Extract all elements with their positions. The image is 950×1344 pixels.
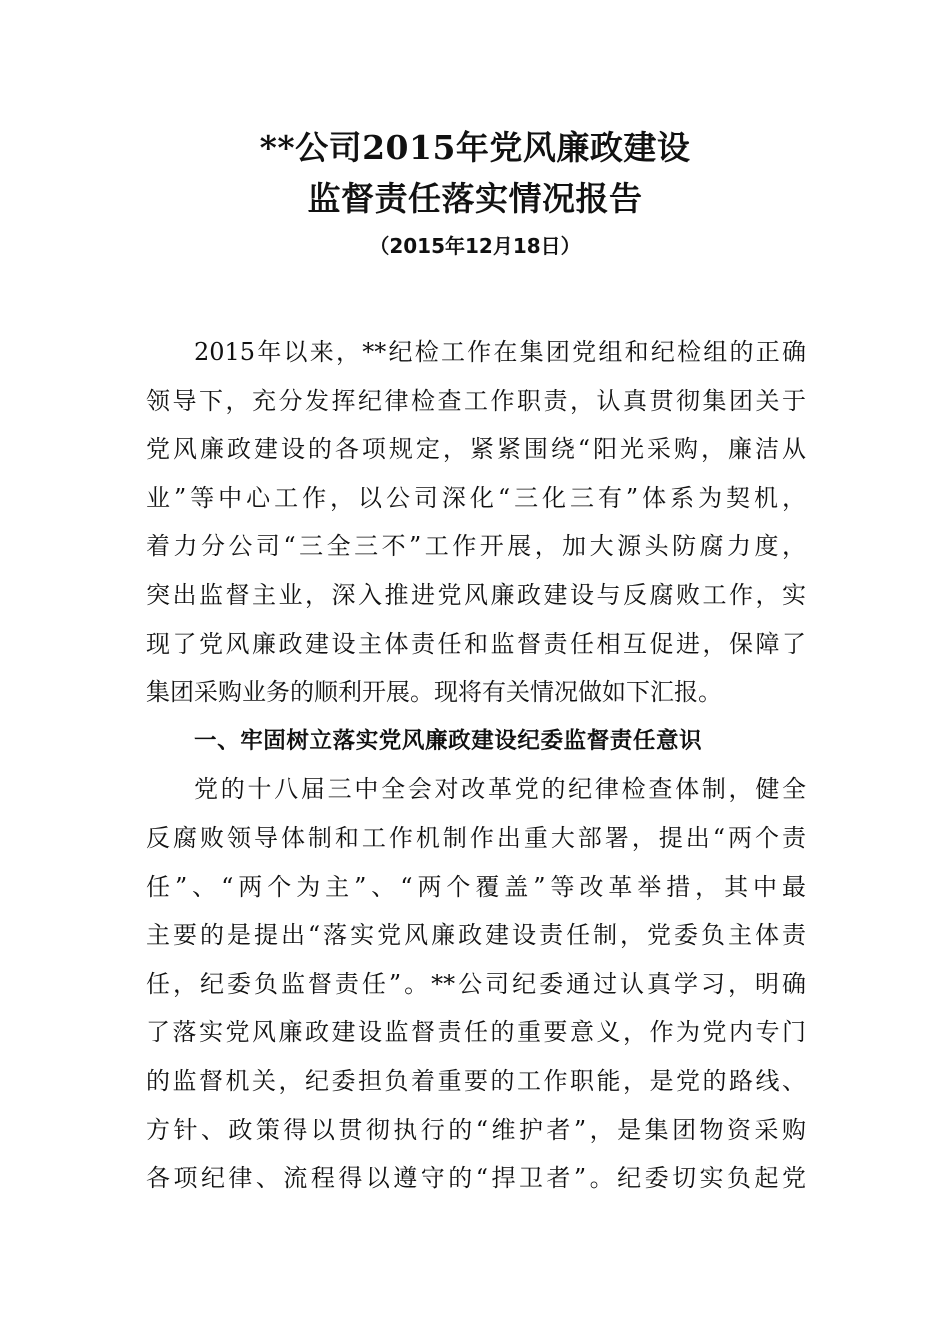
paragraph-1-line: 突出监督主业，深入推进党风廉政建设与反腐败工作，实: [146, 580, 806, 609]
paragraph-2-line: 任”、“两个为主”、“两个覆盖”等改革举措，其中最: [146, 872, 806, 901]
paragraph-1-line: 2015年以来，**纪检工作在集团党组和纪检组的正确: [194, 338, 806, 366]
paragraph-2-line: 党的十八届三中全会对改革党的纪律检查体制，健全: [194, 775, 806, 804]
paragraph-2-line: 了落实党风廉政建设监督责任的重要意义，作为党内专门: [146, 1018, 806, 1047]
paragraph-2-line: 主要的是提出“落实党风廉政建设责任制，党委负主体责: [146, 921, 806, 950]
paragraph-1-line: 着力分公司“三全三不”工作开展，加大源头防腐力度，: [146, 532, 806, 561]
paragraph-1-line: 业”等中心工作，以公司深化“三化三有”体系为契机，: [146, 483, 806, 512]
document-title-line-2: 监督责任落实情况报告: [307, 179, 643, 218]
paragraph-1-line: 集团采购业务的顺利开展。现将有关情况做如下汇报。: [146, 678, 722, 707]
paragraph-2-line: 的监督机关，纪委担负着重要的工作职能，是党的路线、: [146, 1066, 806, 1095]
document-body: [146, 328, 806, 1203]
document-date: （2015年12月18日）: [369, 234, 581, 258]
paragraph-1-line: 领导下，充分发挥纪律检查工作职责，认真贯彻集团关于: [146, 386, 806, 415]
paragraph-2-line: 反腐败领导体制和工作机制作出重大部署，提出“两个责: [146, 823, 806, 852]
section-1-heading: 一、牢固树立落实党风廉政建设纪委监督责任意识: [194, 727, 703, 754]
paragraph-1-line: 党风廉政建设的各项规定，紧紧围绕“阳光采购，廉洁从: [146, 435, 806, 464]
document-title-line-1: **公司2015年党风廉政建设: [259, 128, 691, 167]
paragraph-2-line: 方针、政策得以贯彻执行的“维护者”，是集团物资采购: [146, 1115, 806, 1144]
paragraph-2-line: 各项纪律、流程得以遵守的“捍卫者”。纪委切实负起党: [146, 1164, 806, 1193]
paragraph-2-line: 任，纪委负监督责任”。**公司纪委通过认真学习，明确: [146, 969, 806, 998]
paragraph-1-line: 现了党风廉政建设主体责任和监督责任相互促进，保障了: [146, 629, 806, 658]
